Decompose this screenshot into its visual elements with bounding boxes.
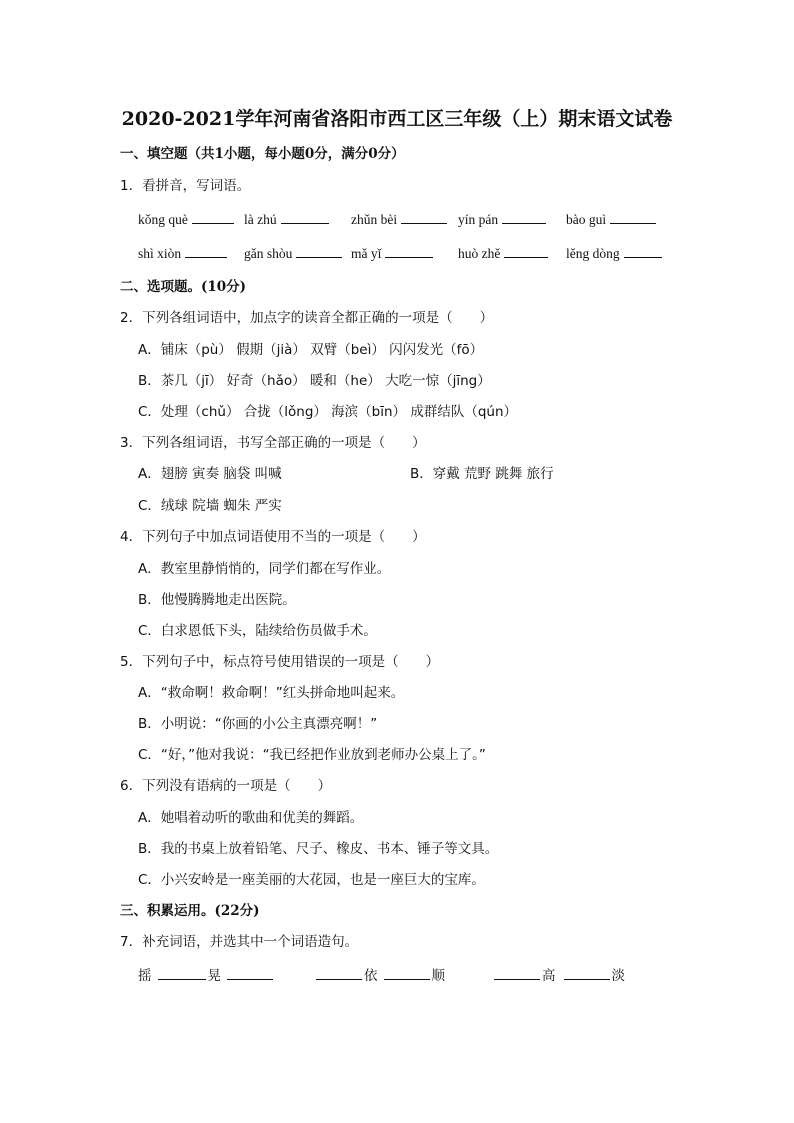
- q5-stem: 5．下列句子中，标点符号使用错误的一项是（ ）: [120, 654, 440, 670]
- fill-item: 摇 晃: [138, 967, 273, 985]
- fill-item: 高 淡: [494, 967, 625, 985]
- fill-item: 依 顺: [316, 967, 445, 985]
- q3-option-a: A．翅膀 寅奏 脑袋 叫喊: [138, 466, 282, 482]
- q3-option-c: C．绒球 院墙 蜘朱 严实: [138, 498, 282, 514]
- pinyin-item: yín pán: [458, 211, 546, 229]
- q7-stem: 7．补充词语，并选其中一个词语造句。: [120, 934, 359, 950]
- q6-stem: 6．下列没有语病的一项是（ ）: [120, 778, 332, 794]
- q5-option-c: C．“好，”他对我说：“我已经把作业放到老师办公桌上了。”: [138, 747, 486, 763]
- section-1-heading: 一、填空题（共1小题，每小题0分，满分0分）: [120, 146, 405, 162]
- section-3-heading: 三、积累运用。(22分): [120, 903, 260, 919]
- pinyin-item: kǒng què: [138, 211, 234, 229]
- pinyin-item: zhǔn bèi: [351, 211, 447, 229]
- page-title: 2020-2021学年河南省洛阳市西工区三年级（上）期末语文试卷: [121, 108, 673, 130]
- q5-option-b: B．小明说：“你画的小公主真漂亮啊！”: [138, 716, 378, 732]
- q4-option-c: C．白求恩低下头，陆续给伤员做手术。: [138, 623, 377, 639]
- q3-stem: 3．下列各组词语，书写全部正确的一项是（ ）: [120, 435, 426, 451]
- q2-option-a: A．铺床（pù） 假期（jià） 双臂（beì） 闪闪发光（fō）: [138, 342, 484, 358]
- q4-option-b: B．他慢腾腾地走出医院。: [138, 592, 296, 608]
- q5-option-a: A．“救命啊！救命啊！”红头拼命地叫起来。: [138, 685, 405, 701]
- q3-option-b: B．穿戴 荒野 跳舞 旅行: [410, 466, 554, 482]
- q2-option-c: C．处理（chǔ） 合拢（lǒng） 海滨（bīn） 成群结队（qún）: [138, 404, 518, 420]
- q6-option-b: B．我的书桌上放着铅笔、尺子、橡皮、书本、锤子等文具。: [138, 841, 499, 857]
- pinyin-item: gǎn shòu: [244, 245, 342, 263]
- pinyin-item: bào guì: [566, 211, 656, 229]
- q2-stem: 2．下列各组词语中，加点字的读音全都正确的一项是（ ）: [120, 310, 494, 326]
- section-2-heading: 二、选项题。(10分): [120, 279, 247, 295]
- pinyin-item: shì xiòn: [138, 245, 227, 263]
- q6-option-a: A．她唱着动听的歌曲和优美的舞蹈。: [138, 810, 364, 826]
- pinyin-item: huò zhě: [458, 245, 548, 263]
- pinyin-item: là zhú: [244, 211, 329, 229]
- pinyin-item: lěng dòng: [566, 245, 662, 263]
- q1-stem: 1．看拼音，写词语。: [120, 178, 251, 194]
- q2-option-b: B．茶几（jī） 好奇（hǎo） 暖和（he） 大吃一惊（jīng）: [138, 373, 491, 389]
- q6-option-c: C．小兴安岭是一座美丽的大花园，也是一座巨大的宝库。: [138, 872, 485, 888]
- q4-stem: 4．下列句子中加点词语使用不当的一项是（ ）: [120, 529, 426, 545]
- q4-option-a: A．教室里静悄悄的，同学们都在写作业。: [138, 561, 391, 577]
- pinyin-item: mǎ yǐ: [351, 245, 433, 263]
